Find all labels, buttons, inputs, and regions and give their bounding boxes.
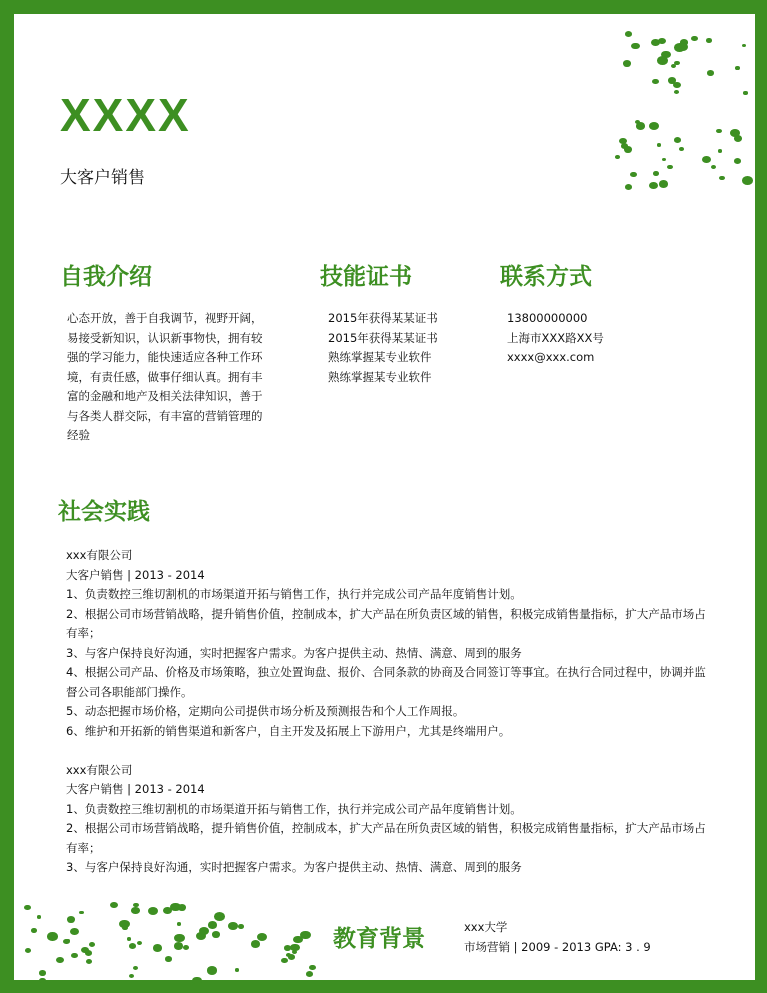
dot-shape <box>306 971 313 977</box>
dot-shape <box>110 902 118 908</box>
dot-shape <box>706 38 712 43</box>
dot-shape <box>309 965 315 970</box>
dot-shape <box>129 943 136 949</box>
dot-shape <box>119 920 129 928</box>
about-line: 经验 <box>67 428 90 442</box>
dot-shape <box>71 953 78 958</box>
contact-email: xxxx@xxx.com <box>507 350 595 364</box>
dot-shape <box>133 966 138 970</box>
practice-heading: 社会实践 <box>58 499 150 525</box>
dot-shape <box>679 147 684 151</box>
dot-shape <box>177 922 181 925</box>
dot-shape <box>86 959 92 964</box>
dot-shape <box>47 932 57 940</box>
dot-shape <box>89 942 95 947</box>
education-info <box>464 918 651 957</box>
dot-shape <box>292 950 297 954</box>
about-line: 易接受新知识，认识新事物快，拥有较 <box>67 330 263 345</box>
dot-shape <box>31 928 37 933</box>
dot-shape <box>653 171 659 175</box>
practice-duty-line: 5、动态把握市场价格，定期向公司提供市场分析及预测报告和个人工作周报。 <box>66 704 465 718</box>
practice-entry <box>66 546 706 741</box>
about-line: 与各类人群交际，有丰富的营销管理的 <box>67 408 263 423</box>
dot-shape <box>718 149 722 152</box>
dot-shape <box>24 905 30 910</box>
education-school: xxx大学 <box>464 920 508 934</box>
skills-list <box>328 309 438 387</box>
dot-shape <box>293 936 302 943</box>
about-heading: 自我介绍 <box>60 264 152 290</box>
dot-shape <box>615 155 620 159</box>
dot-shape <box>238 924 244 929</box>
practice-duty-line: 3、与客户保持良好沟通，实时把握客户需求。为客户提供主动、热情、满意、周到的服务 <box>66 645 522 660</box>
dot-shape <box>667 165 673 169</box>
candidate-name: XXXX <box>60 89 191 141</box>
practice-duty-line: 4、根据公司产品、价格及市场策略，独立处置询盘、报价、合同条款的协商及合同签订等事宜。在执行合同过程中，协调并监 <box>66 665 706 679</box>
dot-shape <box>716 129 722 134</box>
practice-role: 大客户销售 | 2013 - 2014 <box>66 567 205 582</box>
dot-shape <box>192 977 201 984</box>
dot-shape <box>735 66 740 70</box>
practice-duty-line: 2、根据公司市场营销战略，提升销售价值，控制成本，扩大产品在所负责区域的销售，积极完成销售量指标，扩大产品市场占 <box>66 821 706 835</box>
dot-shape <box>39 970 46 975</box>
dot-shape <box>153 944 162 951</box>
education-detail: 市场营销 | 2009 - 2013 GPA: 3 . 9 <box>464 939 651 954</box>
dot-shape <box>67 916 76 923</box>
dot-shape <box>649 122 659 130</box>
dot-shape <box>635 120 640 124</box>
contact-address: 上海市XXX路XX号 <box>507 330 604 345</box>
dot-shape <box>674 137 681 143</box>
contact-phone: 13800000000 <box>507 311 588 325</box>
dot-shape <box>625 31 632 37</box>
skill-item: 熟练掌握某专业软件 <box>328 369 432 384</box>
practice-duty-line: 1、负责数控三维切割机的市场渠道开拓与销售工作，执行并完成公司产品年度销售计划。 <box>66 587 522 601</box>
dot-shape <box>214 912 225 921</box>
skill-item: 熟练掌握某专业软件 <box>328 350 432 364</box>
dot-shape <box>174 942 183 949</box>
dot-shape <box>742 176 753 185</box>
contact-heading: 联系方式 <box>500 264 592 290</box>
practice-role: 大客户销售 | 2013 - 2014 <box>66 782 205 796</box>
education-heading: 教育背景 <box>333 926 425 952</box>
skill-item: 2015年获得某某证书 <box>328 311 438 325</box>
practice-duty-line: 督公司各职能部门操作。 <box>66 684 193 699</box>
practice-company: xxx有限公司 <box>66 762 133 777</box>
practice-duty-line: 有率； <box>66 626 101 640</box>
dot-shape <box>671 64 676 68</box>
dot-shape <box>631 43 640 50</box>
about-text <box>67 309 277 446</box>
dot-shape <box>131 907 139 914</box>
dot-shape <box>165 956 172 962</box>
dot-shape <box>743 91 747 94</box>
dot-shape <box>707 70 714 76</box>
practice-duty-line: 1、负责数控三维切割机的市场渠道开拓与销售工作，执行并完成公司产品年度销售计划。 <box>66 801 522 816</box>
dot-shape <box>81 947 89 953</box>
about-line: 富的金融和地产及相关法律知识，善于 <box>67 389 263 403</box>
practice-entries <box>66 546 706 878</box>
dot-shape <box>56 957 64 963</box>
dot-shape <box>652 79 659 85</box>
skills-heading: 技能证书 <box>320 264 412 290</box>
practice-duty-line: 3、与客户保持良好沟通，实时把握客户需求。为客户提供主动、热情、满意、周到的服务 <box>66 860 522 874</box>
dot-shape <box>212 931 220 937</box>
dot-shape <box>127 937 131 940</box>
job-title: 大客户销售 <box>60 168 145 188</box>
about-line: 心态开放，善于自我调节，视野开阔， <box>67 311 263 325</box>
practice-duty-line: 6、维护和开拓新的销售渠道和新客户，自主开发及拓展上下游用户，尤其是终端用户。 <box>66 723 511 738</box>
dot-shape <box>625 184 632 190</box>
practice-entry <box>66 761 706 878</box>
dot-shape <box>208 921 217 928</box>
dot-shape <box>630 172 637 178</box>
dot-shape <box>25 948 31 953</box>
dot-shape <box>228 922 238 930</box>
skill-item: 2015年获得某某证书 <box>328 330 438 345</box>
dot-shape <box>251 940 260 947</box>
about-line: 境，有责任感，做事仔细认真。拥有丰 <box>67 369 263 384</box>
dot-shape <box>37 915 42 919</box>
contact-list <box>507 309 604 368</box>
dot-shape <box>174 934 184 942</box>
practice-duty-line: 2、根据公司市场营销战略，提升销售价值，控制成本，扩大产品在所负责区域的销售，积极完成销售量指标，扩大产品市场占 <box>66 606 706 621</box>
dot-shape <box>674 90 679 94</box>
about-line: 强的学习能力，能快速适应各种工作环 <box>67 350 263 364</box>
practice-duty-line: 有率； <box>66 840 101 855</box>
practice-company: xxx有限公司 <box>66 548 133 562</box>
